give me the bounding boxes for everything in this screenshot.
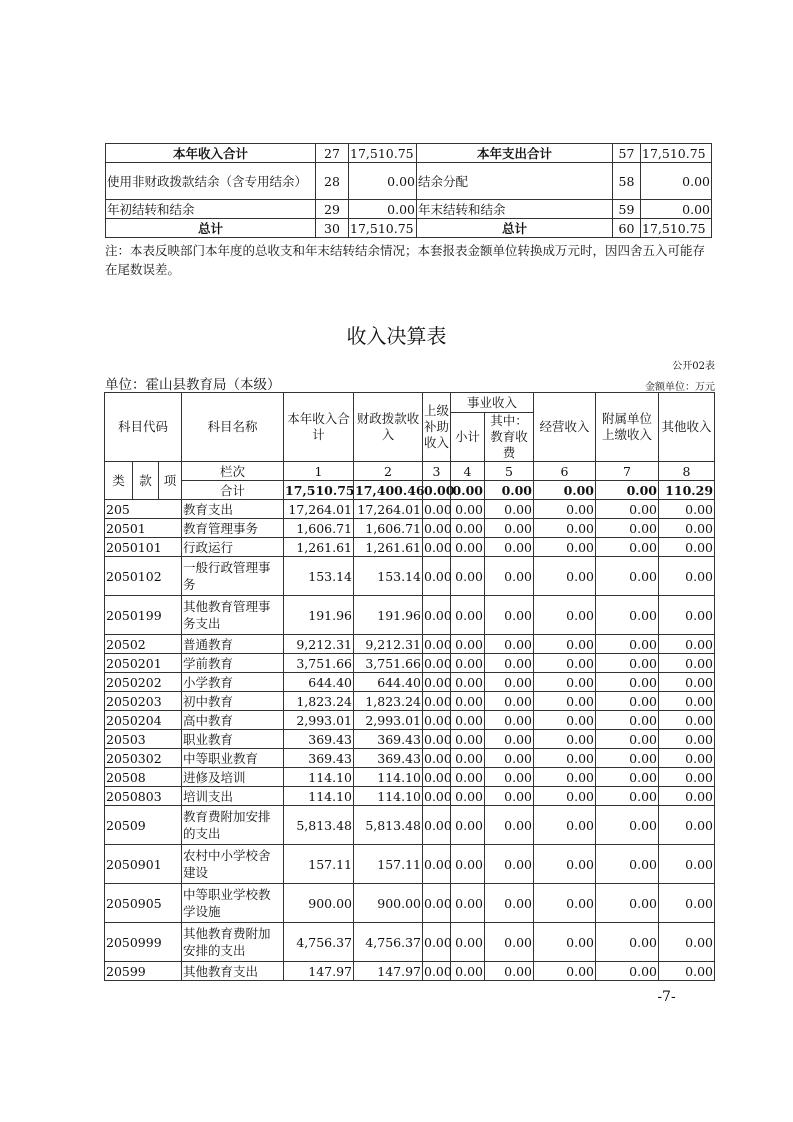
- row-value: 0.00: [659, 768, 715, 787]
- row-value: 0.00: [451, 673, 485, 692]
- row-value: 0.00: [659, 538, 715, 557]
- total-value: 0.00: [485, 481, 534, 500]
- row-value: 0.00: [423, 923, 451, 962]
- row-code: 20509: [105, 806, 182, 845]
- row-value: 0.00: [485, 730, 534, 749]
- row-value: 0.00: [659, 962, 715, 981]
- row-value: 9,212.31: [354, 635, 423, 654]
- row-value: 0.00: [596, 673, 659, 692]
- row-value: 0.00: [596, 884, 659, 923]
- row-value: 0.00: [451, 806, 485, 845]
- row-value: 0.00: [534, 768, 596, 787]
- page-title: 收入决算表: [346, 324, 447, 348]
- page-number-text: -7-: [657, 989, 676, 1005]
- row-name: 其他教育支出: [182, 962, 284, 981]
- row-value: 0.00: [596, 845, 659, 884]
- row-value: 0.00: [424, 539, 452, 555]
- row-value: 157.11: [284, 845, 354, 884]
- row-code: 2050204: [105, 711, 182, 730]
- row-value: 0.00: [534, 654, 596, 673]
- row-value: 0.00: [596, 500, 659, 519]
- row-value: 0.00: [423, 596, 451, 635]
- row-value: 0.00: [424, 636, 452, 652]
- table-row: [105, 749, 715, 768]
- row-value: 0.00: [451, 596, 485, 635]
- row-value: 644.40: [354, 673, 423, 692]
- row-value: 0.00: [451, 500, 485, 519]
- table-row: [105, 635, 715, 654]
- row-value: 0.00: [451, 538, 485, 557]
- row-value: 0.00: [485, 806, 534, 845]
- row-value: 114.10: [284, 768, 354, 787]
- row-value: 0.00: [659, 692, 715, 711]
- summary-row: [106, 200, 712, 219]
- summary-right-line-no: 57: [613, 144, 641, 163]
- summary-right-value: 17,510.75: [641, 219, 712, 238]
- row-value: 0.00: [596, 596, 659, 635]
- row-value: 0.00: [423, 806, 451, 845]
- header-name: 科目名称: [182, 393, 284, 462]
- row-value: 1,261.61: [284, 538, 354, 557]
- row-value: 644.40: [284, 673, 354, 692]
- row-value: 0.00: [659, 923, 715, 962]
- row-name: 其他教育管理事务支出: [182, 596, 284, 635]
- row-value: 0.00: [424, 501, 452, 517]
- row-value: 1,606.71: [354, 519, 423, 538]
- row-value: 0.00: [485, 635, 534, 654]
- row-value: 0.00: [659, 806, 715, 845]
- header-affiliated: 附属单位上缴收入: [596, 393, 659, 462]
- row-name: 教育支出: [182, 500, 284, 519]
- row-name: 教育费附加安排的支出: [182, 806, 284, 845]
- summary-left-value: 17,510.75: [349, 219, 417, 238]
- table-row: [105, 787, 715, 806]
- summary-row: [106, 163, 712, 200]
- row-value: 0.00: [451, 692, 485, 711]
- header-fiscal: 财政拨款收入: [354, 393, 423, 462]
- row-value: 4,756.37: [354, 923, 423, 962]
- table-row: [105, 596, 715, 635]
- table-row: [105, 730, 715, 749]
- row-value: 147.97: [284, 962, 354, 981]
- table-row: [105, 654, 715, 673]
- row-value: 0.00: [596, 557, 659, 596]
- row-value: 0.00: [451, 884, 485, 923]
- row-value: 0.00: [596, 519, 659, 538]
- row-code: 2050999: [105, 923, 182, 962]
- summary-table: [105, 143, 712, 238]
- row-name: 进修及培训: [182, 768, 284, 787]
- row-code: 2050101: [105, 538, 182, 557]
- row-value: 0.00: [451, 557, 485, 596]
- row-value: 0.00: [534, 730, 596, 749]
- row-value: 1,823.24: [284, 692, 354, 711]
- row-value: 0.00: [534, 500, 596, 519]
- row-value: 0.00: [423, 557, 451, 596]
- summary-left-line-no: 28: [316, 163, 349, 200]
- row-code: 2050203: [105, 692, 182, 711]
- col-number: 7: [596, 462, 659, 481]
- row-value: 0.00: [659, 635, 715, 654]
- row-value: 0.00: [451, 845, 485, 884]
- row-value: 369.43: [354, 749, 423, 768]
- col-number: 4: [451, 462, 485, 481]
- total-value: 110.29: [659, 481, 715, 500]
- row-value: 0.00: [534, 557, 596, 596]
- summary-note: 注：本表反映部门本年度的总收支和年末结转结余情况；本套报表金额单位转换成万元时，因四舍五入可能存在尾数误差。: [105, 243, 706, 277]
- summary-right-label: 总计: [417, 219, 613, 238]
- summary-left-value: 0.00: [349, 200, 417, 219]
- row-value: 0.00: [451, 654, 485, 673]
- row-value: 0.00: [534, 519, 596, 538]
- row-value: 0.00: [424, 674, 452, 690]
- row-code: 2050905: [105, 884, 182, 923]
- row-value: 0.00: [423, 845, 451, 884]
- row-value: 0.00: [534, 787, 596, 806]
- row-code: 20508: [105, 768, 182, 787]
- row-value: 191.96: [354, 596, 423, 635]
- row-value: 5,813.48: [284, 806, 354, 845]
- summary-left-value: 17,510.75: [349, 144, 417, 163]
- row-value: 114.10: [284, 787, 354, 806]
- row-code: 2050199: [105, 596, 182, 635]
- income-table: [104, 392, 715, 981]
- row-value: 191.96: [284, 596, 354, 635]
- row-value: 0.00: [485, 673, 534, 692]
- row-value: 0.00: [451, 787, 485, 806]
- row-value: 0.00: [534, 596, 596, 635]
- header-code: 科目代码: [105, 393, 182, 462]
- row-value: 900.00: [354, 884, 423, 923]
- row-value: 1,606.71: [284, 519, 354, 538]
- row-value: 147.97: [354, 962, 423, 981]
- row-value: 0.00: [451, 962, 485, 981]
- row-value: 0.00: [534, 962, 596, 981]
- row-value: 0.00: [485, 654, 534, 673]
- header-kuan: 款: [133, 462, 159, 500]
- row-value: 0.00: [485, 711, 534, 730]
- total-label: 合计: [182, 481, 284, 500]
- row-value: 0.00: [534, 692, 596, 711]
- row-value: 1,261.61: [354, 538, 423, 557]
- row-value: 0.00: [485, 884, 534, 923]
- row-value: 5,813.48: [354, 806, 423, 845]
- table-row: [105, 500, 715, 519]
- summary-right-line-no: 58: [613, 163, 641, 200]
- header-subtotal: 小计: [451, 413, 485, 462]
- table-row: [105, 806, 715, 845]
- total-value: 0.00: [451, 481, 485, 500]
- row-name: 职业教育: [182, 730, 284, 749]
- row-value: 0.00: [534, 923, 596, 962]
- row-value: 369.43: [284, 730, 354, 749]
- row-value: 0.00: [534, 673, 596, 692]
- row-value: 0.00: [659, 673, 715, 692]
- table-row: [105, 884, 715, 923]
- row-value: 4,756.37: [284, 923, 354, 962]
- row-value: 0.00: [596, 923, 659, 962]
- row-value: 1,823.24: [354, 692, 423, 711]
- row-code: 2050302: [105, 749, 182, 768]
- col-label: 栏次: [182, 462, 284, 481]
- page-number: [0, 989, 793, 1005]
- row-code: 2050803: [105, 787, 182, 806]
- row-value: 0.00: [424, 731, 452, 747]
- row-value: 0.00: [659, 845, 715, 884]
- table-row: [105, 673, 715, 692]
- table-row: [105, 519, 715, 538]
- summary-left-label: 年初结转和结余: [106, 200, 316, 219]
- row-name: 培训支出: [182, 787, 284, 806]
- row-value: 0.00: [485, 596, 534, 635]
- col-number: 5: [485, 462, 534, 481]
- row-code: 2050901: [105, 845, 182, 884]
- total-value: 17,510.75: [285, 482, 355, 498]
- row-name: 中等职业学校教学设施: [182, 884, 284, 923]
- header-operating: 经营收入: [534, 393, 596, 462]
- row-value: 0.00: [485, 538, 534, 557]
- row-name: 小学教育: [182, 673, 284, 692]
- row-value: 0.00: [659, 596, 715, 635]
- row-name: 农村中小学校舍建设: [182, 845, 284, 884]
- row-code: 20502: [105, 635, 182, 654]
- col-number: 3: [423, 462, 451, 481]
- col-number: 2: [354, 462, 423, 481]
- row-value: 0.00: [596, 730, 659, 749]
- row-value: 0.00: [534, 806, 596, 845]
- row-name: 初中教育: [182, 692, 284, 711]
- row-code: 20599: [105, 962, 182, 981]
- row-value: 0.00: [424, 788, 452, 804]
- table-row: [105, 962, 715, 981]
- row-value: 0.00: [596, 635, 659, 654]
- table-row: [105, 923, 715, 962]
- row-name: 一般行政管理事务: [182, 557, 284, 596]
- row-value: 0.00: [424, 750, 452, 766]
- unit-label: 单位：霍山县教育局（本级）: [105, 377, 281, 393]
- row-value: 0.00: [659, 711, 715, 730]
- col-number: 1: [284, 462, 354, 481]
- form-number: 公开02表: [672, 361, 715, 372]
- row-value: 3,751.66: [284, 654, 354, 673]
- summary-right-label: 年末结转和结余: [417, 200, 613, 219]
- row-value: 0.00: [596, 768, 659, 787]
- total-value: 0.00: [534, 481, 596, 500]
- col-number: 6: [534, 462, 596, 481]
- row-value: 0.00: [534, 845, 596, 884]
- total-value: 17,400.46: [355, 482, 425, 498]
- row-value: 2,993.01: [354, 711, 423, 730]
- summary-left-label: 使用非财政拨款结余（含专用结余）: [106, 163, 316, 200]
- row-value: 3,751.66: [354, 654, 423, 673]
- row-value: 0.00: [596, 538, 659, 557]
- row-value: 0.00: [534, 635, 596, 654]
- row-value: 0.00: [424, 655, 452, 671]
- table-row: [105, 711, 715, 730]
- summary-right-line-no: 59: [613, 200, 641, 219]
- row-value: 0.00: [451, 711, 485, 730]
- row-value: 0.00: [596, 806, 659, 845]
- summary-left-line-no: 27: [316, 144, 349, 163]
- row-name: 学前教育: [182, 654, 284, 673]
- summary-right-line-no: 60: [613, 219, 641, 238]
- row-value: 2,993.01: [284, 711, 354, 730]
- row-value: 0.00: [423, 884, 451, 923]
- row-value: 0.00: [485, 500, 534, 519]
- total-value: 0.00: [424, 482, 455, 498]
- row-value: 0.00: [485, 749, 534, 768]
- row-value: 0.00: [485, 923, 534, 962]
- row-value: 0.00: [534, 538, 596, 557]
- row-value: 0.00: [485, 962, 534, 981]
- row-value: 0.00: [659, 730, 715, 749]
- row-name: 行政运行: [182, 538, 284, 557]
- table-row: [105, 557, 715, 596]
- header-edu-fee: 其中：教育收费: [485, 413, 534, 462]
- row-value: 369.43: [284, 749, 354, 768]
- header-lei: 类: [105, 462, 133, 500]
- table-row: [105, 845, 715, 884]
- row-value: 153.14: [354, 557, 423, 596]
- row-value: 0.00: [424, 520, 452, 536]
- summary-right-value: 0.00: [641, 163, 712, 200]
- row-name: 教育管理事务: [182, 519, 284, 538]
- summary-right-label: 本年支出合计: [417, 144, 613, 163]
- row-value: 0.00: [596, 787, 659, 806]
- row-value: 0.00: [485, 519, 534, 538]
- table-row: [105, 692, 715, 711]
- row-value: 0.00: [659, 519, 715, 538]
- row-value: 0.00: [424, 963, 452, 979]
- row-name: 普通教育: [182, 635, 284, 654]
- row-value: 0.00: [451, 749, 485, 768]
- row-value: 17,264.01: [354, 500, 423, 519]
- row-value: 0.00: [534, 749, 596, 768]
- row-value: 0.00: [596, 962, 659, 981]
- row-value: 0.00: [534, 884, 596, 923]
- summary-left-label: 本年收入合计: [106, 144, 316, 163]
- row-name: 其他教育费附加安排的支出: [182, 923, 284, 962]
- summary-row: [106, 219, 712, 238]
- header-superior: 上级补助收入: [423, 393, 451, 462]
- row-value: 369.43: [354, 730, 423, 749]
- row-value: 114.10: [354, 768, 423, 787]
- row-value: 0.00: [424, 693, 452, 709]
- row-value: 0.00: [659, 500, 715, 519]
- summary-row: [106, 144, 712, 163]
- row-value: 0.00: [596, 711, 659, 730]
- row-code: 20501: [105, 519, 182, 538]
- total-value: 0.00: [596, 481, 659, 500]
- row-code: 2050201: [105, 654, 182, 673]
- header-total: 本年收入合计: [284, 393, 354, 462]
- header-business: 事业收入: [451, 393, 534, 413]
- total-row: [105, 481, 715, 500]
- row-value: 0.00: [451, 635, 485, 654]
- summary-right-value: 17,510.75: [641, 144, 712, 163]
- money-unit-label: 金额单位：万元: [645, 382, 715, 393]
- row-value: 0.00: [596, 749, 659, 768]
- row-value: 0.00: [659, 749, 715, 768]
- row-value: 0.00: [485, 768, 534, 787]
- row-name: 中等职业教育: [182, 749, 284, 768]
- header-other: 其他收入: [659, 393, 715, 462]
- row-code: 20503: [105, 730, 182, 749]
- summary-left-line-no: 29: [316, 200, 349, 219]
- row-code: 2050102: [105, 557, 182, 596]
- header-xiang: 项: [159, 462, 182, 500]
- row-value: 114.10: [354, 787, 423, 806]
- row-value: 0.00: [451, 519, 485, 538]
- table-row: [105, 538, 715, 557]
- row-value: 0.00: [659, 787, 715, 806]
- row-value: 0.00: [659, 557, 715, 596]
- row-value: 0.00: [659, 884, 715, 923]
- row-value: 0.00: [596, 654, 659, 673]
- summary-right-label: 结余分配: [417, 163, 613, 200]
- row-value: 17,264.01: [284, 500, 354, 519]
- row-value: 153.14: [284, 557, 354, 596]
- row-value: 0.00: [424, 712, 452, 728]
- summary-left-line-no: 30: [316, 219, 349, 238]
- col-number: 8: [659, 462, 715, 481]
- summary-right-value: 0.00: [641, 200, 712, 219]
- row-value: 0.00: [596, 692, 659, 711]
- row-value: 0.00: [485, 557, 534, 596]
- row-value: 900.00: [284, 884, 354, 923]
- row-code: 2050202: [105, 673, 182, 692]
- row-value: 0.00: [451, 768, 485, 787]
- row-value: 9,212.31: [284, 635, 354, 654]
- row-value: 0.00: [451, 923, 485, 962]
- row-value: 0.00: [485, 787, 534, 806]
- table-row: [105, 768, 715, 787]
- row-name: 高中教育: [182, 711, 284, 730]
- summary-left-value: 0.00: [349, 163, 417, 200]
- row-value: 0.00: [424, 769, 452, 785]
- summary-left-label: 总计: [106, 219, 316, 238]
- row-value: 0.00: [485, 845, 534, 884]
- row-value: 157.11: [354, 845, 423, 884]
- row-value: 0.00: [451, 730, 485, 749]
- row-value: 0.00: [659, 654, 715, 673]
- row-value: 0.00: [485, 692, 534, 711]
- row-value: 0.00: [534, 711, 596, 730]
- row-code: 205: [105, 500, 182, 519]
